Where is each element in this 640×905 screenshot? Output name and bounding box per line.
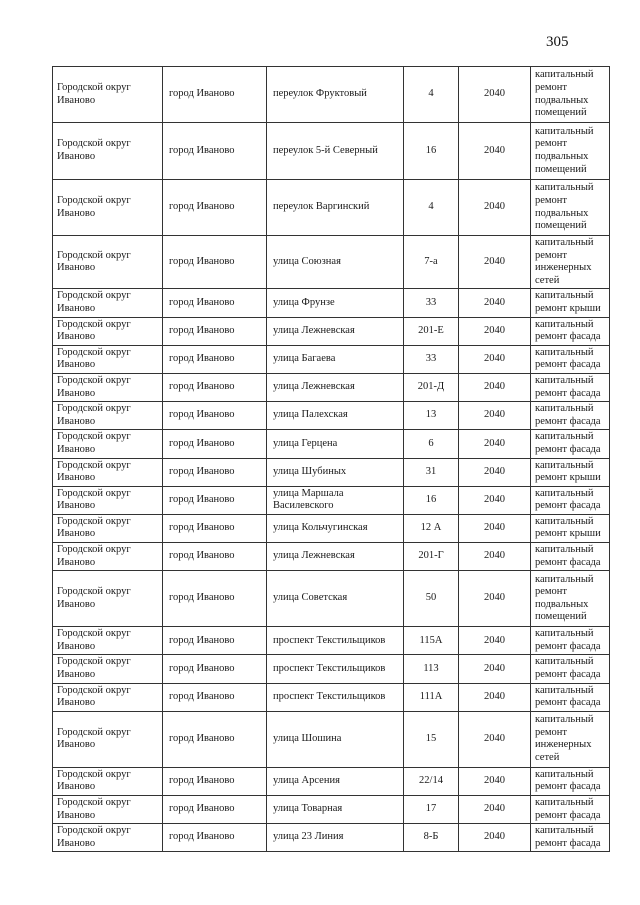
cell-house-number: 115А bbox=[404, 627, 459, 655]
cell-street: улица Палехская bbox=[267, 402, 404, 430]
cell-year: 2040 bbox=[459, 67, 531, 123]
cell-okrug: Городской округ Иваново bbox=[53, 67, 163, 123]
cell-okrug: Городской округ Иваново bbox=[53, 317, 163, 345]
table-row bbox=[53, 767, 610, 795]
cell-street: улица Кольчугинская bbox=[267, 514, 404, 542]
cell-work-type: капитальный ремонт фасада bbox=[531, 373, 610, 401]
table-row bbox=[53, 345, 610, 373]
cell-okrug: Городской округ Иваново bbox=[53, 373, 163, 401]
cell-year: 2040 bbox=[459, 796, 531, 824]
cell-work-type: капитальный ремонт фасада bbox=[531, 486, 610, 514]
cell-city: город Иваново bbox=[163, 767, 267, 795]
cell-okrug: Городской округ Иваново bbox=[53, 486, 163, 514]
cell-work-type: капитальный ремонт фасада bbox=[531, 655, 610, 683]
cell-year: 2040 bbox=[459, 458, 531, 486]
cell-year: 2040 bbox=[459, 571, 531, 627]
cell-city: город Иваново bbox=[163, 236, 267, 289]
cell-street: улица Лежневская bbox=[267, 317, 404, 345]
cell-work-type: капитальный ремонт фасада bbox=[531, 683, 610, 711]
cell-work-type: капитальный ремонт подвальных помещений bbox=[531, 123, 610, 180]
cell-year: 2040 bbox=[459, 317, 531, 345]
cell-house-number: 201-Д bbox=[404, 373, 459, 401]
cell-work-type: капитальный ремонт крыши bbox=[531, 514, 610, 542]
table-row bbox=[53, 514, 610, 542]
cell-city: город Иваново bbox=[163, 683, 267, 711]
cell-house-number: 33 bbox=[404, 345, 459, 373]
cell-street: улица Шошина bbox=[267, 711, 404, 767]
cell-city: город Иваново bbox=[163, 123, 267, 180]
cell-work-type: капитальный ремонт подвальных помещений bbox=[531, 67, 610, 123]
table-row bbox=[53, 402, 610, 430]
cell-street: улица Шубиных bbox=[267, 458, 404, 486]
table-row bbox=[53, 430, 610, 458]
cell-year: 2040 bbox=[459, 402, 531, 430]
cell-house-number: 201-Г bbox=[404, 543, 459, 571]
cell-house-number: 12 А bbox=[404, 514, 459, 542]
cell-work-type: капитальный ремонт подвальных помещений bbox=[531, 571, 610, 627]
table-row bbox=[53, 67, 610, 123]
cell-okrug: Городской округ Иваново bbox=[53, 683, 163, 711]
cell-house-number: 33 bbox=[404, 289, 459, 317]
table-row bbox=[53, 373, 610, 401]
cell-street: улица 23 Линия bbox=[267, 824, 404, 852]
cell-house-number: 4 bbox=[404, 180, 459, 236]
cell-house-number: 15 bbox=[404, 711, 459, 767]
cell-year: 2040 bbox=[459, 123, 531, 180]
cell-city: город Иваново bbox=[163, 711, 267, 767]
cell-year: 2040 bbox=[459, 289, 531, 317]
cell-work-type: капитальный ремонт фасада bbox=[531, 317, 610, 345]
cell-work-type: капитальный ремонт фасада bbox=[531, 402, 610, 430]
cell-street: улица Маршала Василевского bbox=[267, 486, 404, 514]
cell-okrug: Городской округ Иваново bbox=[53, 571, 163, 627]
cell-year: 2040 bbox=[459, 514, 531, 542]
cell-house-number: 6 bbox=[404, 430, 459, 458]
cell-work-type: капитальный ремонт крыши bbox=[531, 289, 610, 317]
cell-okrug: Городской округ Иваново bbox=[53, 402, 163, 430]
cell-city: город Иваново bbox=[163, 458, 267, 486]
cell-city: город Иваново bbox=[163, 571, 267, 627]
cell-house-number: 50 bbox=[404, 571, 459, 627]
cell-city: город Иваново bbox=[163, 655, 267, 683]
cell-house-number: 16 bbox=[404, 486, 459, 514]
cell-house-number: 201-Е bbox=[404, 317, 459, 345]
cell-street: улица Арсения bbox=[267, 767, 404, 795]
cell-okrug: Городской округ Иваново bbox=[53, 289, 163, 317]
cell-okrug: Городской округ Иваново bbox=[53, 543, 163, 571]
table-row bbox=[53, 571, 610, 627]
cell-okrug: Городской округ Иваново bbox=[53, 458, 163, 486]
cell-okrug: Городской округ Иваново bbox=[53, 824, 163, 852]
table-row bbox=[53, 796, 610, 824]
cell-city: город Иваново bbox=[163, 486, 267, 514]
cell-work-type: капитальный ремонт инженерных сетей bbox=[531, 236, 610, 289]
cell-year: 2040 bbox=[459, 655, 531, 683]
cell-okrug: Городской округ Иваново bbox=[53, 180, 163, 236]
cell-year: 2040 bbox=[459, 683, 531, 711]
cell-city: город Иваново bbox=[163, 180, 267, 236]
cell-house-number: 13 bbox=[404, 402, 459, 430]
cell-city: город Иваново bbox=[163, 627, 267, 655]
table-row bbox=[53, 824, 610, 852]
cell-year: 2040 bbox=[459, 373, 531, 401]
cell-work-type: капитальный ремонт крыши bbox=[531, 458, 610, 486]
table-row bbox=[53, 486, 610, 514]
cell-house-number: 7-а bbox=[404, 236, 459, 289]
cell-street: переулок 5-й Северный bbox=[267, 123, 404, 180]
cell-street: улица Лежневская bbox=[267, 543, 404, 571]
cell-street: улица Фрунзе bbox=[267, 289, 404, 317]
cell-house-number: 111А bbox=[404, 683, 459, 711]
table-row bbox=[53, 711, 610, 767]
cell-street: улица Товарная bbox=[267, 796, 404, 824]
cell-work-type: капитальный ремонт фасада bbox=[531, 345, 610, 373]
cell-street: улица Советская bbox=[267, 571, 404, 627]
cell-work-type: капитальный ремонт фасада bbox=[531, 796, 610, 824]
cell-year: 2040 bbox=[459, 345, 531, 373]
table-container bbox=[52, 66, 609, 852]
cell-street: улица Герцена bbox=[267, 430, 404, 458]
cell-street: переулок Фруктовый bbox=[267, 67, 404, 123]
cell-city: город Иваново bbox=[163, 345, 267, 373]
cell-house-number: 16 bbox=[404, 123, 459, 180]
cell-year: 2040 bbox=[459, 486, 531, 514]
cell-city: город Иваново bbox=[163, 289, 267, 317]
table-row bbox=[53, 236, 610, 289]
cell-okrug: Городской округ Иваново bbox=[53, 627, 163, 655]
cell-okrug: Городской округ Иваново bbox=[53, 514, 163, 542]
cell-year: 2040 bbox=[459, 543, 531, 571]
cell-year: 2040 bbox=[459, 824, 531, 852]
cell-okrug: Городской округ Иваново bbox=[53, 345, 163, 373]
table-row bbox=[53, 627, 610, 655]
cell-okrug: Городской округ Иваново bbox=[53, 655, 163, 683]
cell-house-number: 17 bbox=[404, 796, 459, 824]
cell-house-number: 113 bbox=[404, 655, 459, 683]
cell-city: город Иваново bbox=[163, 543, 267, 571]
table-row bbox=[53, 683, 610, 711]
cell-house-number: 31 bbox=[404, 458, 459, 486]
cell-work-type: капитальный ремонт фасада bbox=[531, 430, 610, 458]
cell-city: город Иваново bbox=[163, 373, 267, 401]
cell-okrug: Городской округ Иваново bbox=[53, 236, 163, 289]
cell-house-number: 4 bbox=[404, 67, 459, 123]
page-number: 305 bbox=[546, 34, 569, 50]
cell-city: город Иваново bbox=[163, 514, 267, 542]
cell-year: 2040 bbox=[459, 236, 531, 289]
table-row bbox=[53, 543, 610, 571]
cell-street: переулок Варгинский bbox=[267, 180, 404, 236]
cell-year: 2040 bbox=[459, 430, 531, 458]
cell-year: 2040 bbox=[459, 627, 531, 655]
cell-work-type: капитальный ремонт фасада bbox=[531, 767, 610, 795]
table-row bbox=[53, 123, 610, 180]
table-row bbox=[53, 180, 610, 236]
cell-work-type: капитальный ремонт фасада bbox=[531, 824, 610, 852]
cell-year: 2040 bbox=[459, 767, 531, 795]
repair-schedule-table bbox=[52, 66, 610, 852]
cell-okrug: Городской округ Иваново bbox=[53, 123, 163, 180]
cell-street: улица Лежневская bbox=[267, 373, 404, 401]
cell-work-type: капитальный ремонт фасада bbox=[531, 627, 610, 655]
cell-work-type: капитальный ремонт фасада bbox=[531, 543, 610, 571]
cell-city: город Иваново bbox=[163, 824, 267, 852]
cell-year: 2040 bbox=[459, 711, 531, 767]
cell-city: город Иваново bbox=[163, 317, 267, 345]
cell-work-type: капитальный ремонт подвальных помещений bbox=[531, 180, 610, 236]
table-row bbox=[53, 655, 610, 683]
cell-year: 2040 bbox=[459, 180, 531, 236]
cell-house-number: 22/14 bbox=[404, 767, 459, 795]
cell-house-number: 8-Б bbox=[404, 824, 459, 852]
cell-street: улица Багаева bbox=[267, 345, 404, 373]
cell-okrug: Городской округ Иваново bbox=[53, 767, 163, 795]
cell-work-type: капитальный ремонт инженерных сетей bbox=[531, 711, 610, 767]
table-row bbox=[53, 458, 610, 486]
cell-street: проспект Текстильщиков bbox=[267, 683, 404, 711]
table-row bbox=[53, 289, 610, 317]
cell-okrug: Городской округ Иваново bbox=[53, 796, 163, 824]
cell-street: проспект Текстильщиков bbox=[267, 627, 404, 655]
cell-okrug: Городской округ Иваново bbox=[53, 711, 163, 767]
cell-city: город Иваново bbox=[163, 796, 267, 824]
cell-street: проспект Текстильщиков bbox=[267, 655, 404, 683]
cell-city: город Иваново bbox=[163, 430, 267, 458]
table-row bbox=[53, 317, 610, 345]
cell-street: улица Союзная bbox=[267, 236, 404, 289]
table-body bbox=[53, 67, 610, 852]
cell-city: город Иваново bbox=[163, 402, 267, 430]
cell-okrug: Городской округ Иваново bbox=[53, 430, 163, 458]
cell-city: город Иваново bbox=[163, 67, 267, 123]
